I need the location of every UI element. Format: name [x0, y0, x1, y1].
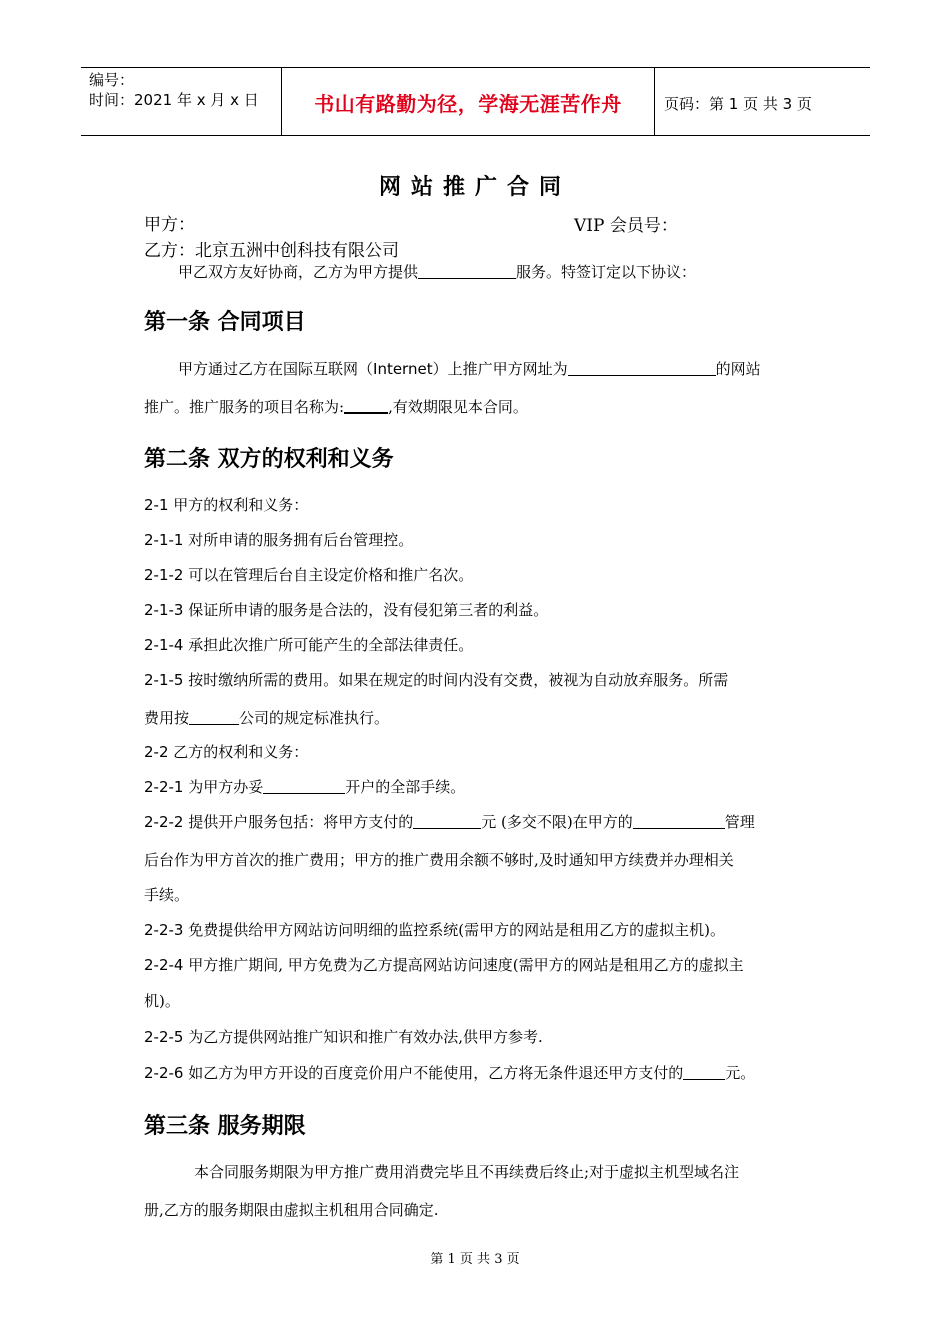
header-top-rule — [81, 67, 870, 68]
article-1-line-2: 推广。推广服务的项目名称为: ,有效期限见本合同。 — [144, 398, 528, 416]
clause-2-2-4-line-2: 机)。 — [144, 992, 180, 1010]
header-time: 时间：2021 年 x 月 x 日 — [89, 91, 259, 109]
article-3-line-1: 本合同服务期限为甲方推广费用消费完毕且不再续费后终止;对于虚拟主机型域名注 — [194, 1163, 740, 1181]
clause-2-1-5: 2-1-5 按时缴纳所需的费用。如果在规定的时间内没有交费，被视为自动放弃服务。所需 — [144, 671, 729, 689]
website-url-blank — [568, 360, 716, 376]
clause-2-1-3: 2-1-3 保证所申请的服务是合法的，没有侵犯第三者的利益。 — [144, 601, 549, 619]
vip-member-number: VIP 会员号： — [574, 216, 678, 236]
header-meta — [89, 70, 259, 110]
article-1-line-1: 甲方通过乙方在国际互联网（Internet）上推广甲方网址为 的网站 — [178, 360, 761, 378]
clause-2-1-1: 2-1-1 对所申请的服务拥有后台管理控。 — [144, 531, 414, 549]
page-footer: 第 1 页 共 3 页 — [430, 1252, 520, 1267]
project-name-blank — [344, 397, 388, 414]
header-motto: 书山有路勤为径，学海无涯苦作舟 — [314, 92, 622, 116]
amount-blank — [413, 813, 481, 829]
clause-2-2-3: 2-2-3 免费提供给甲方网站访问明细的监控系统(需甲方的网站是租用乙方的虚拟主机)。 — [144, 921, 725, 939]
article-1-heading: 第一条 合同项目 — [144, 310, 306, 335]
clause-2-2: 2-2 乙方的权利和义务： — [144, 743, 309, 761]
clause-2-1-4: 2-1-4 承担此次推广所可能产生的全部法律责任。 — [144, 636, 474, 654]
clause-2-1-5-cont: 费用按 公司的规定标准执行。 — [144, 709, 390, 727]
clause-2-2-1: 2-2-1 为甲方办妥 开户的全部手续。 — [144, 778, 466, 796]
article-3-heading: 第三条 服务期限 — [144, 1114, 306, 1139]
header-number: 编号： — [89, 71, 135, 89]
clause-2-1-2: 2-1-2 可以在管理后台自主设定价格和推广名次。 — [144, 566, 474, 584]
clause-2-2-4: 2-2-4 甲方推广期间, 甲方免费为乙方提高网站访问速度(需甲方的网站是租用乙方的虚拟主 — [144, 956, 744, 974]
service-blank — [418, 263, 516, 279]
management-blank — [633, 813, 725, 829]
company-blank — [189, 709, 239, 725]
contract-title: 网站推广合同 — [378, 175, 571, 200]
article-3-line-2: 册,乙方的服务期限由虚拟主机租用合同确定. — [144, 1201, 439, 1219]
clause-2-2-6: 2-2-6 如乙方为甲方开设的百度竞价用户不能使用，乙方将无条件退还甲方支付的 元。 — [144, 1064, 756, 1082]
clause-2-2-2: 2-2-2 提供开户服务包括：将甲方支付的 元 (多交不限)在甲方的 管理 — [144, 813, 755, 831]
header-divider-right — [654, 67, 655, 136]
clause-2-2-5: 2-2-5 为乙方提供网站推广知识和推广有效办法,供甲方参考. — [144, 1028, 543, 1046]
header-page-number: 页码：第 1 页 共 3 页 — [664, 95, 812, 113]
party-a: 甲方： — [144, 215, 195, 235]
account-blank — [263, 778, 345, 794]
clause-2-2-2-line-3: 手续。 — [144, 886, 190, 904]
article-2-heading: 第二条 双方的权利和义务 — [144, 447, 394, 472]
party-b: 乙方：北京五洲中创科技有限公司 — [144, 241, 399, 261]
refund-amount-blank — [683, 1064, 725, 1080]
clause-2-2-2-line-2: 后台作为甲方首次的推广费用；甲方的推广费用余额不够时,及时通知甲方续费并办理相关 — [144, 851, 734, 869]
intro-paragraph: 甲乙双方友好协商，乙方为甲方提供 服务。特签订定以下协议： — [178, 263, 697, 281]
clause-2-1: 2-1 甲方的权利和义务： — [144, 496, 309, 514]
header-bottom-rule — [81, 135, 870, 136]
